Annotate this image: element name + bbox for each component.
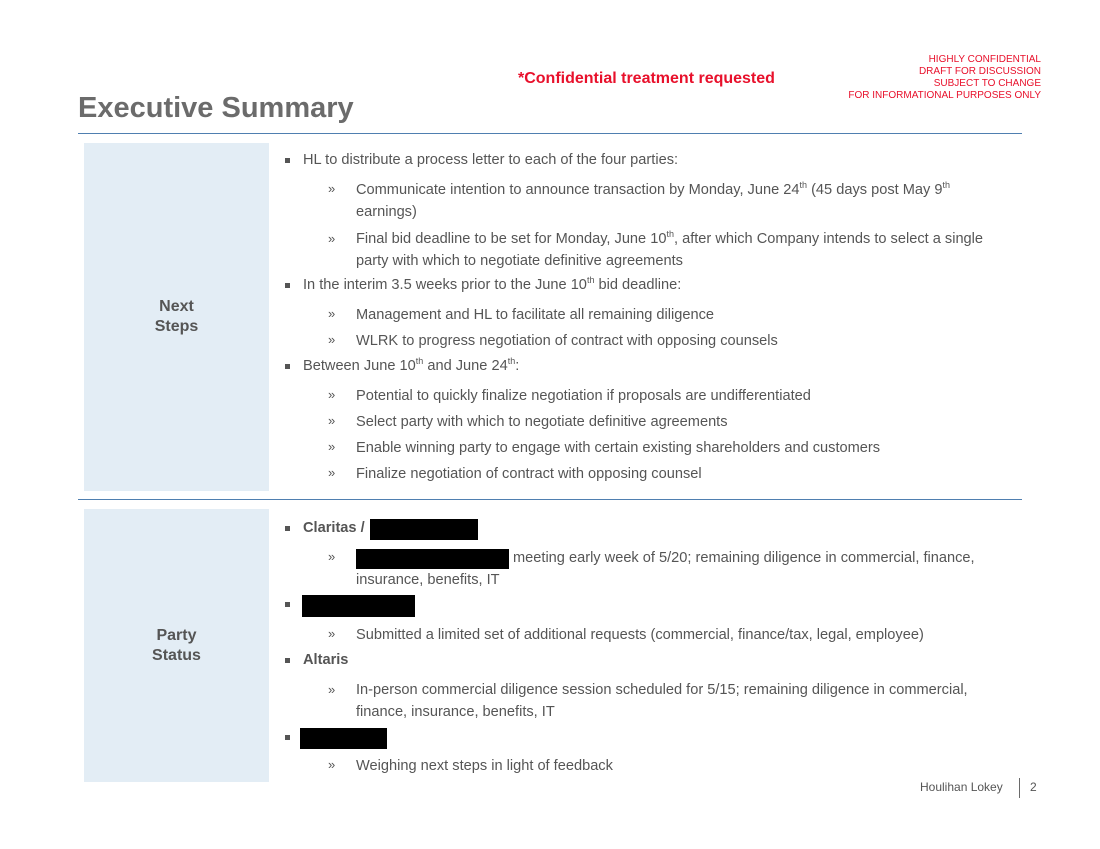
legal-line: HIGHLY CONFIDENTIAL: [928, 54, 1041, 65]
bullet-icon: [285, 735, 290, 740]
footer-brand-logo: Houlihan Lokey: [920, 780, 1003, 794]
section-label: Party Status: [152, 626, 201, 664]
bullet-icon: [285, 526, 290, 531]
section-divider: [78, 499, 1022, 500]
redaction-block: [356, 549, 509, 569]
sub-bullet-text: Enable winning party to engage with certain existing shareholders and customers: [356, 440, 881, 456]
party-name: Altaris: [303, 652, 349, 668]
sub-bullet-text: Communicate intention to announce transaction by Monday, June 24th (45 days post May 9th: [356, 180, 950, 198]
confidential-treatment-notice: *Confidential treatment requested: [518, 70, 775, 87]
sub-bullet-text: Potential to quickly finalize negotiation if proposals are undifferentiated: [356, 388, 811, 404]
footer-separator: [1019, 778, 1020, 798]
sub-bullet-text: earnings): [356, 204, 417, 220]
sub-bullet-icon: »: [328, 413, 336, 428]
party-status-label-box: [84, 509, 269, 782]
sub-bullet-icon: »: [328, 549, 336, 564]
sub-bullet-text: finance, insurance, benefits, IT: [356, 704, 555, 720]
bullet-icon: [285, 364, 290, 369]
sub-bullet-icon: »: [328, 682, 336, 697]
bullet-text: In the interim 3.5 weeks prior to the June 10th bid deadline:: [303, 275, 682, 293]
party-name: Claritas /: [303, 520, 365, 536]
sub-bullet-text: Weighing next steps in light of feedback: [356, 758, 613, 774]
legal-line: DRAFT FOR DISCUSSION: [918, 66, 1041, 77]
sub-bullet-icon: »: [328, 757, 336, 772]
sub-bullet-text: insurance, benefits, IT: [356, 572, 500, 588]
bullet-icon: [285, 658, 290, 663]
sub-bullet-icon: »: [328, 181, 336, 196]
sub-bullet-text: In-person commercial diligence session scheduled for 5/15; remaining diligence in commercial,: [356, 682, 968, 698]
sub-bullet-icon: »: [328, 332, 336, 347]
legal-disclaimer: [848, 54, 1041, 102]
legal-line: FOR INFORMATIONAL PURPOSES ONLY: [848, 90, 1041, 101]
bullet-text: Between June 10th and June 24th:: [303, 356, 520, 374]
sub-bullet-text: Final bid deadline to be set for Monday, June 10th, after which Company intends to select a single: [356, 229, 984, 247]
sub-bullet-text: WLRK to progress negotiation of contract with opposing counsels: [356, 333, 778, 349]
bullet-text: HL to distribute a process letter to each of the four parties:: [303, 152, 679, 168]
sub-bullet-icon: »: [328, 626, 336, 641]
bullet-icon: [285, 283, 290, 288]
redaction-block: [302, 595, 415, 617]
sub-bullet-text: Management and HL to facilitate all remaining diligence: [356, 307, 715, 323]
title-divider: [78, 133, 1022, 134]
section-label: Next Steps: [154, 298, 199, 335]
sub-bullet-text: Submitted a limited set of additional requests (commercial, finance/tax, legal, employee): [356, 627, 924, 643]
bullet-icon: [285, 602, 290, 607]
sub-bullet-icon: »: [328, 231, 336, 246]
next-steps-label-box: [84, 143, 269, 491]
bullet-icon: [285, 158, 290, 163]
page-number: 2: [1030, 780, 1037, 794]
sub-bullet-icon: »: [328, 306, 336, 321]
sub-bullet-text: Finalize negotiation of contract with opposing counsel: [356, 466, 702, 482]
legal-line: SUBJECT TO CHANGE: [933, 78, 1041, 89]
sub-bullet-text: Select party with which to negotiate definitive agreements: [356, 414, 728, 430]
sub-bullet-text: party with which to negotiate definitive agreements: [356, 253, 683, 269]
sub-bullet-icon: »: [328, 439, 336, 454]
sub-bullet-text: meeting early week of 5/20; remaining diligence in commercial, finance,: [513, 550, 975, 566]
sub-bullet-icon: »: [328, 465, 336, 480]
redaction-block: [300, 728, 387, 749]
page-title: Executive Summary: [78, 92, 354, 124]
redaction-block: [370, 519, 478, 540]
sub-bullet-icon: »: [328, 387, 336, 402]
